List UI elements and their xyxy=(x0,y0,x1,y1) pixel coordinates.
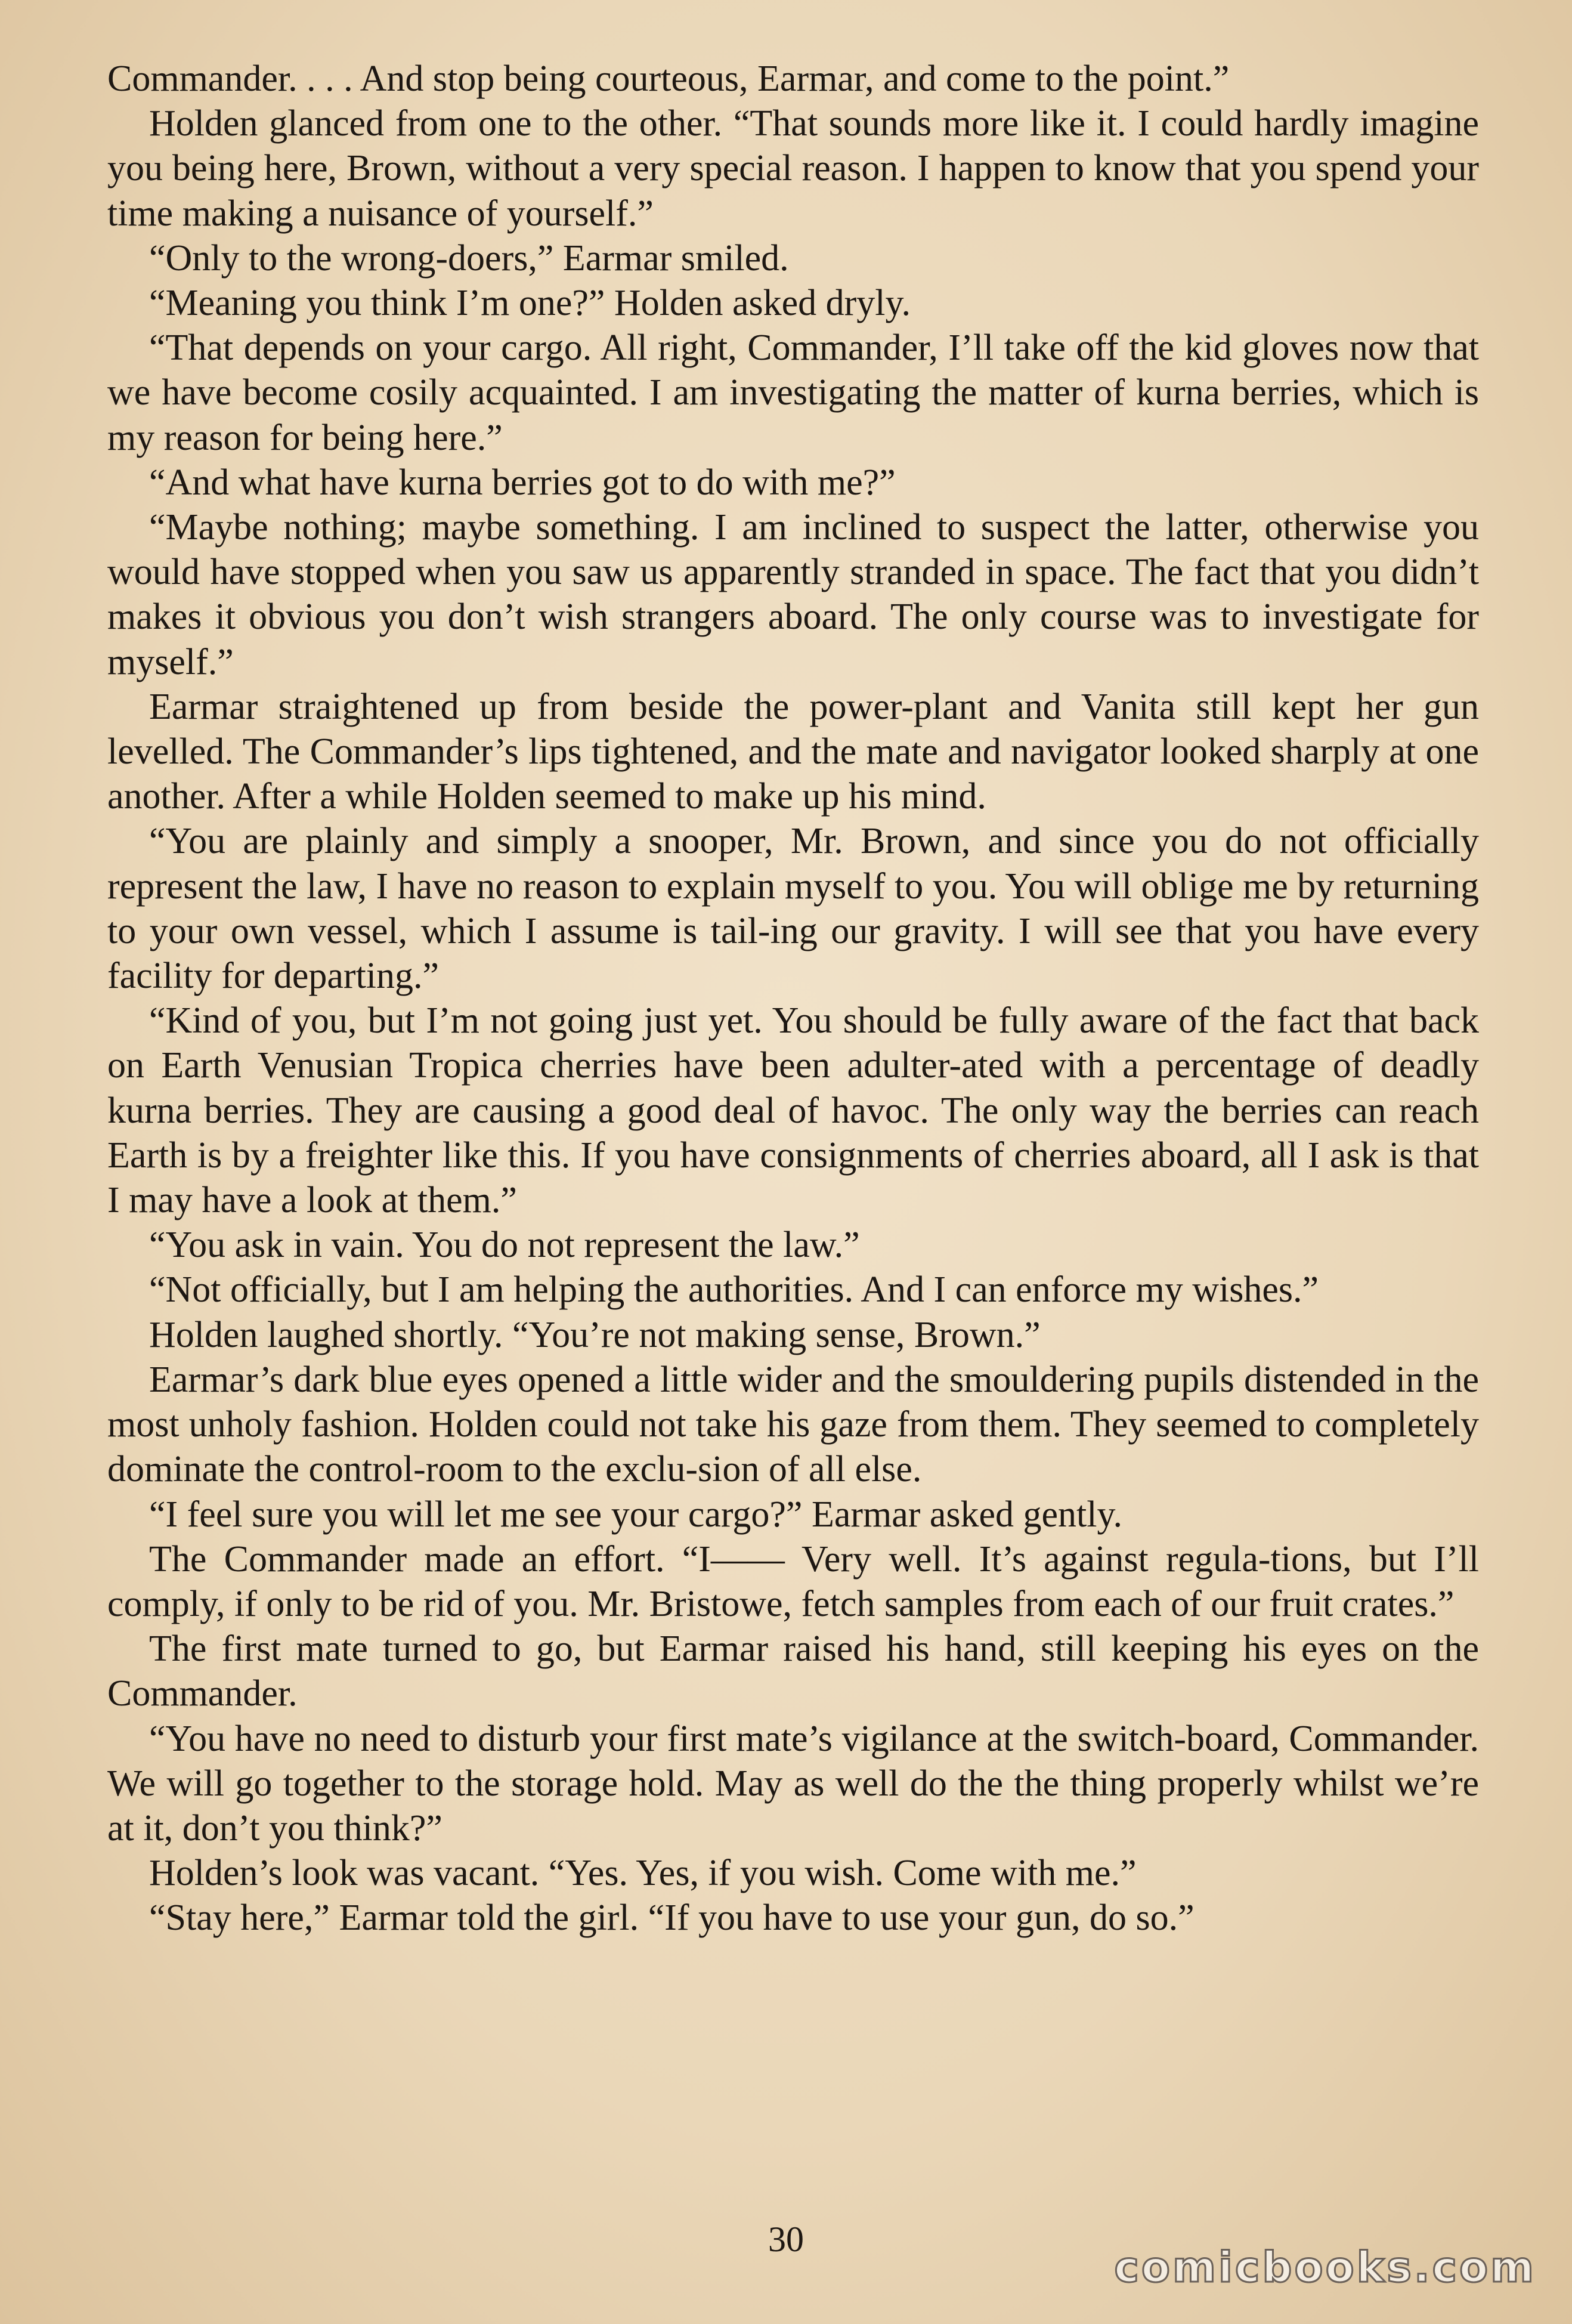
paragraph: Earmar’s dark blue eyes opened a little wider and the smouldering pupils distended in the most unholy fashion. Holden could not take his gaze from them. They seemed to completely dominate the control-room to the exclu-sion of all else. xyxy=(107,1359,1479,1490)
paragraph: “You have no need to disturb your first mate’s vigilance at the switch-board, Commander. We will go together to the storage hold. May as well do the the thing properly whilst we’re at it, don’t you think?” xyxy=(107,1718,1479,1849)
paragraph: “Maybe nothing; maybe something. I am inclined to suspect the latter, otherwise you would have stopped when you saw us apparently stranded in space. The fact that you didn’t makes it obvious you don’t wish strangers aboard. The only course was to investigate for myself.” xyxy=(107,507,1479,682)
paragraph: The Commander made an effort. “I—— Very well. It’s against regula-tions, but I’ll comply, if only to be rid of you. Mr. Bristowe, fetch samples from each of our fruit crates.” xyxy=(107,1538,1479,1624)
paragraph: “You ask in vain. You do not represent the law.” xyxy=(149,1225,860,1266)
paragraph: “That depends on your cargo. All right, Commander, I’ll take off the kid gloves now that we have become cosily acquainted. I am investigating the matter of kurna berries, which is my reason for being here.” xyxy=(107,327,1479,458)
watermark: comicbooks.com xyxy=(1114,2243,1536,2292)
paragraph: “Kind of you, but I’m not going just yet. You should be fully aware of the fact that back on Earth Venusian Tropica cherries have been adulter-ated with a percentage of deadly kurna berries. They are causing a good deal of havoc. The only way the berries can reach Earth is by a freighter like this. If you have consignments of cherries aboard, all I ask is that I may have a look at them.” xyxy=(107,1000,1479,1221)
paragraph: “And what have kurna berries got to do with me?” xyxy=(149,462,896,503)
paragraph: “Meaning you think I’m one?” Holden asked dryly. xyxy=(149,283,911,324)
page-number: 30 xyxy=(768,2220,804,2259)
paragraph: The first mate turned to go, but Earmar raised his hand, still keeping his eyes on the Commander. xyxy=(107,1628,1479,1714)
paragraph: Holden’s look was vacant. “Yes. Yes, if you wish. Come with me.” xyxy=(149,1853,1137,1894)
paragraph: Holden glanced from one to the other. “That sounds more like it. I could hardly imagine you being here, Brown, without a very special reason. I happen to know that you spend your time making a nuisance of yourself.” xyxy=(107,103,1479,234)
paragraph: Earmar straightened up from beside the power-plant and Vanita still kept her gun levelled. The Commander’s lips tightened, and the mate and navigator looked sharply at one another. After a while Holden seemed to make up his mind. xyxy=(107,686,1479,817)
paragraph: “You are plainly and simply a snooper, Mr. Brown, and since you do not officially represent the law, I have no reason to explain myself to you. You will oblige me by returning to your own vessel, which I assume is tail-ing our gravity. I will see that you have every facility for departing.” xyxy=(107,821,1479,997)
paragraph: Holden laughed shortly. “You’re not making sense, Brown.” xyxy=(149,1314,1041,1355)
page-body-text xyxy=(107,57,1479,1941)
paragraph: “Only to the wrong-doers,” Earmar smiled. xyxy=(149,237,789,279)
paragraph: “I feel sure you will let me see your cargo?” Earmar asked gently. xyxy=(149,1494,1122,1535)
paragraph: Commander. . . . And stop being courteous, Earmar, and come to the point.” xyxy=(107,58,1230,99)
paragraph: “Stay here,” Earmar told the girl. “If you have to use your gun, do so.” xyxy=(149,1897,1195,1939)
paragraph: “Not officially, but I am helping the authorities. And I can enforce my wishes.” xyxy=(149,1269,1319,1311)
